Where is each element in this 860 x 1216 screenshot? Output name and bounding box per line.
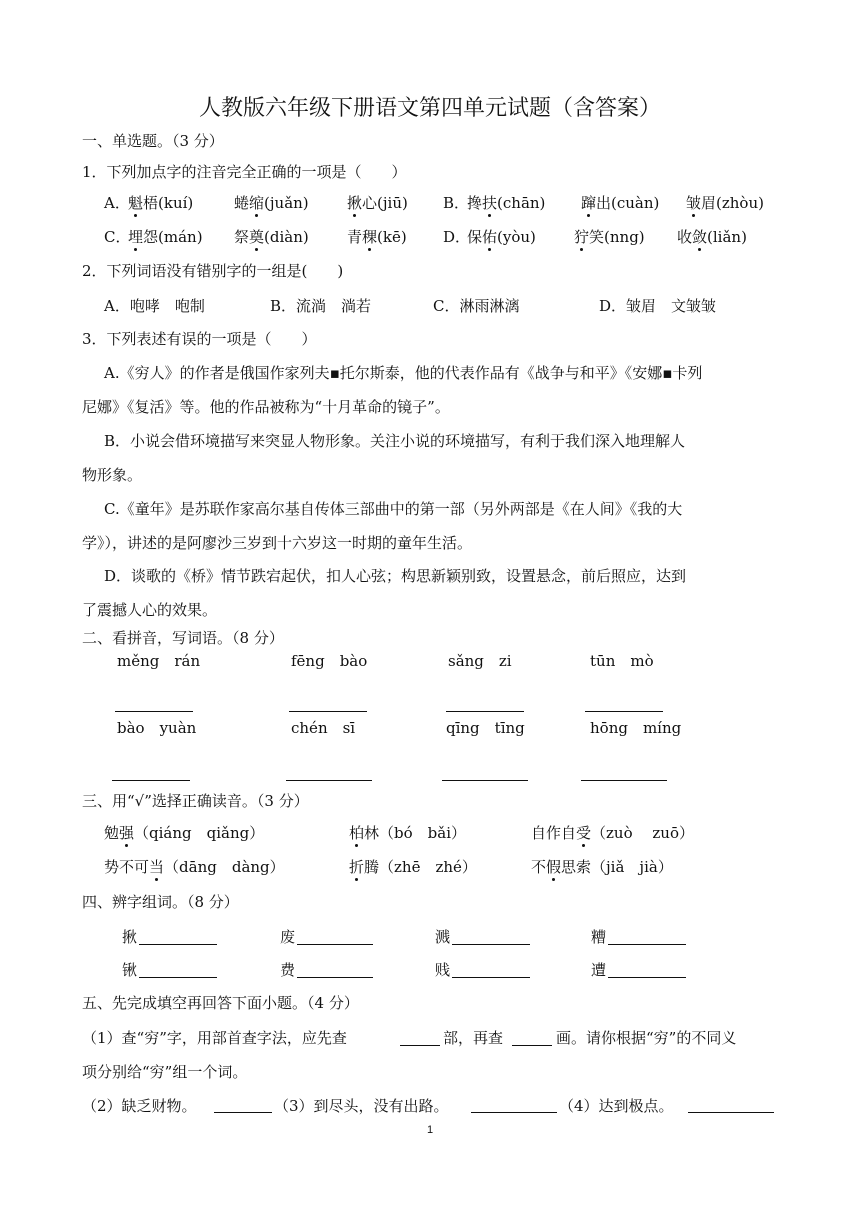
reading-item-rest: （qiáng qiǎng） (134, 824, 265, 842)
q2-option-a: A．咆哮 咆制 (104, 297, 205, 315)
answer-blank[interactable] (400, 1045, 440, 1046)
pinyin-prompt: chén sī (291, 719, 356, 737)
emphasis-char: 受 (576, 824, 592, 842)
reading-item-rest: （zuò zuō） (591, 824, 694, 842)
pinyin-prompt: fēng bào (291, 652, 368, 670)
section-1-heading: 一、单选题。（3 分） (82, 132, 224, 150)
emphasis-char: 假 (546, 858, 562, 876)
reading-item (531, 857, 673, 877)
q1-a-word-2-pre: 蜷 (234, 194, 250, 212)
reading-item-pre: 势不可 (104, 858, 150, 876)
q1-d-word-2-rest: 笑(nng) (589, 228, 645, 246)
answer-blank[interactable] (112, 780, 190, 781)
q3-option-b-line-2: 物形象。 (82, 466, 143, 484)
emphasis-char: 强 (119, 824, 135, 842)
char-prompt: 糟 (591, 928, 607, 946)
q2-option-b: B．流淌 淌若 (270, 297, 372, 315)
q3-option-d-line-2: 了震撼人心的效果。 (82, 601, 218, 619)
q1-a-word-3-rest: 心(jiū) (362, 194, 408, 212)
reading-item-pre: 自作自 (531, 824, 577, 842)
answer-blank[interactable] (297, 944, 373, 945)
reading-item (104, 857, 285, 877)
pinyin-prompt: tūn mò (590, 652, 654, 670)
answer-blank[interactable] (139, 977, 217, 978)
pinyin-prompt: bào yuàn (117, 719, 197, 737)
section-4-heading: 四、辨字组词。（8 分） (82, 893, 239, 911)
emphasis-char: 当 (149, 858, 165, 876)
reading-item-rest: 林（bó bǎi） (364, 824, 466, 842)
q1-option-b-label: B． (443, 194, 470, 212)
answer-blank[interactable] (512, 1045, 552, 1046)
reading-item (531, 823, 694, 843)
q1-b-word-2-rest: 出(cuàn) (596, 194, 660, 212)
char-prompt: 遭 (591, 961, 607, 979)
q1-a-word-1 (128, 193, 193, 213)
answer-blank[interactable] (452, 944, 530, 945)
emphasis-char: 狞 (574, 228, 590, 246)
answer-blank[interactable] (214, 1112, 272, 1113)
char-prompt: 费 (280, 961, 296, 979)
q1-c-word-2-rest: (diàn) (264, 228, 309, 246)
char-prompt: 溅 (435, 928, 451, 946)
q1-d-word-3-rest: (liǎn) (707, 228, 747, 246)
q3-option-a-line-1: A.《穷人》的作者是俄国作家列夫▪托尔斯泰，他的代表作品有《战争与和平》《安娜▪卡列 (104, 364, 703, 382)
answer-blank[interactable] (442, 780, 528, 781)
page-title: 人教版六年级下册语文第四单元试题（含答案） (198, 96, 661, 121)
q1-d-word-1 (467, 227, 536, 247)
answer-blank[interactable] (452, 977, 530, 978)
q1-c-word-1-rest: 怨(mán) (143, 228, 203, 246)
emphasis-char: 佑 (482, 228, 498, 246)
emphasis-char: 魁 (128, 194, 144, 212)
answer-blank[interactable] (585, 711, 663, 712)
s5-q1-part-3: 画。请你根据“穷”的不同义 (556, 1029, 737, 1047)
q3-option-b-line-1: B．小说会借环境描写来突显人物形象。关注小说的环境描写，有利于我们深入地理解人 (104, 432, 686, 450)
emphasis-char: 蹿 (581, 194, 597, 212)
q3-option-d-line-1: D．谈歌的《桥》情节跌宕起伏，扣人心弦；构思新颖别致，设置悬念，前后照应，达到 (104, 567, 687, 585)
answer-blank[interactable] (115, 711, 193, 712)
q1-option-c-label: C． (104, 228, 131, 246)
q1-d-word-3-pre: 收 (677, 228, 693, 246)
q1-b-word-3-rest: 眉(zhòu) (701, 194, 764, 212)
q1-b-word-1-rest: (chān) (497, 194, 546, 212)
q3-stem: 3．下列表述有误的一项是（ ） (82, 330, 317, 348)
reading-item-rest: 腾（zhē zhé） (364, 858, 477, 876)
s5-q2: （2）缺乏财物。 (82, 1097, 197, 1115)
q1-c-word-1 (128, 227, 203, 247)
s5-q3: （3）到尽头，没有出路。 (274, 1097, 449, 1115)
emphasis-char: 埋 (128, 228, 144, 246)
q1-c-word-2 (234, 227, 309, 247)
q3-option-c-line-2: 学》），讲述的是阿廖沙三岁到十六岁这一时期的童年生活。 (82, 534, 473, 552)
emphasis-char: 扶 (482, 194, 498, 212)
char-prompt: 废 (280, 928, 296, 946)
section-3-heading: 三、用“√”选择正确读音。（3 分） (82, 792, 309, 810)
pinyin-prompt: měng rán (117, 652, 201, 670)
reading-item-pre: 不 (531, 858, 547, 876)
reading-item (349, 823, 466, 843)
q1-d-word-1-pre: 保 (467, 228, 483, 246)
answer-blank[interactable] (608, 977, 686, 978)
answer-blank[interactable] (297, 977, 373, 978)
emphasis-char: 皱 (686, 194, 702, 212)
char-prompt: 贱 (435, 961, 451, 979)
q3-option-c-line-1: C.《童年》是苏联作家高尔基自传体三部曲中的第一部（另外两部是《在人间》《我的大 (104, 500, 683, 518)
answer-blank[interactable] (289, 711, 367, 712)
char-prompt: 锹 (122, 961, 138, 979)
answer-blank[interactable] (446, 711, 524, 712)
q1-c-word-3-rest: (kē) (377, 228, 407, 246)
emphasis-char: 揪 (347, 194, 363, 212)
emphasis-char: 稞 (362, 228, 378, 246)
pinyin-prompt: sǎng zi (448, 652, 512, 670)
pinyin-prompt: hōng míng (590, 719, 682, 737)
answer-blank[interactable] (471, 1112, 557, 1113)
q1-a-word-2 (234, 193, 309, 213)
answer-blank[interactable] (139, 944, 217, 945)
q1-c-word-3 (347, 227, 407, 247)
emphasis-char: 柏 (349, 824, 365, 842)
section-5-heading: 五、先完成填空再回答下面小题。（4 分） (82, 994, 359, 1012)
q1-d-word-3 (677, 227, 747, 247)
reading-item-rest: 思索（jiǎ jià） (561, 858, 673, 876)
emphasis-char: 折 (349, 858, 365, 876)
q1-d-word-2 (574, 227, 645, 247)
section-2-heading: 二、看拼音，写词语。（8 分） (82, 629, 284, 647)
reading-item-rest: （dāng dàng） (164, 858, 285, 876)
emphasis-char: 缩 (249, 194, 265, 212)
q3-option-a-line-2: 尼娜》《复活》等。他的作品被称为“十月革命的镜子”。 (82, 398, 450, 416)
reading-item (349, 857, 477, 877)
q1-c-word-3-pre: 青 (347, 228, 363, 246)
emphasis-char: 敛 (692, 228, 708, 246)
s5-q1-line-2: 项分别给“穷”组一个词。 (82, 1063, 248, 1081)
q1-a-word-2-rest: (juǎn) (264, 194, 309, 212)
q2-option-d: D．皱眉 文皱皱 (599, 297, 717, 315)
q1-c-word-2-pre: 祭 (234, 228, 250, 246)
char-prompt: 揪 (122, 928, 138, 946)
emphasis-char: 奠 (249, 228, 265, 246)
answer-blank[interactable] (286, 780, 372, 781)
q1-a-word-1-rest: 梧(kuí) (143, 194, 194, 212)
q1-d-word-1-rest: (yòu) (497, 228, 536, 246)
q1-b-word-2 (581, 193, 659, 213)
s5-q4: （4）达到极点。 (559, 1097, 674, 1115)
q2-option-c: C．淋雨淋漓 (433, 297, 520, 315)
q1-b-word-3 (686, 193, 764, 213)
reading-item (104, 823, 264, 843)
q1-option-a-label: A． (104, 194, 130, 212)
q1-stem: 1．下列加点字的注音完全正确的一项是（ ） (82, 163, 407, 181)
page-number: 1 (426, 1124, 434, 1136)
answer-blank[interactable] (608, 944, 686, 945)
q1-b-word-1-pre: 搀 (467, 194, 483, 212)
q1-a-word-3 (347, 193, 408, 213)
answer-blank[interactable] (581, 780, 667, 781)
q1-option-d-label: D． (443, 228, 471, 246)
reading-item-pre: 勉 (104, 824, 120, 842)
answer-blank[interactable] (688, 1112, 774, 1113)
s5-q1-part-2: 部，再查 (443, 1029, 504, 1047)
q2-stem: 2．下列词语没有错别字的一组是( ) (82, 262, 344, 280)
s5-q1-part-1: （1）查“穷”字，用部首查字法，应先查 (82, 1029, 347, 1047)
pinyin-prompt: qīng tīng (446, 719, 525, 737)
q1-b-word-1 (467, 193, 545, 213)
